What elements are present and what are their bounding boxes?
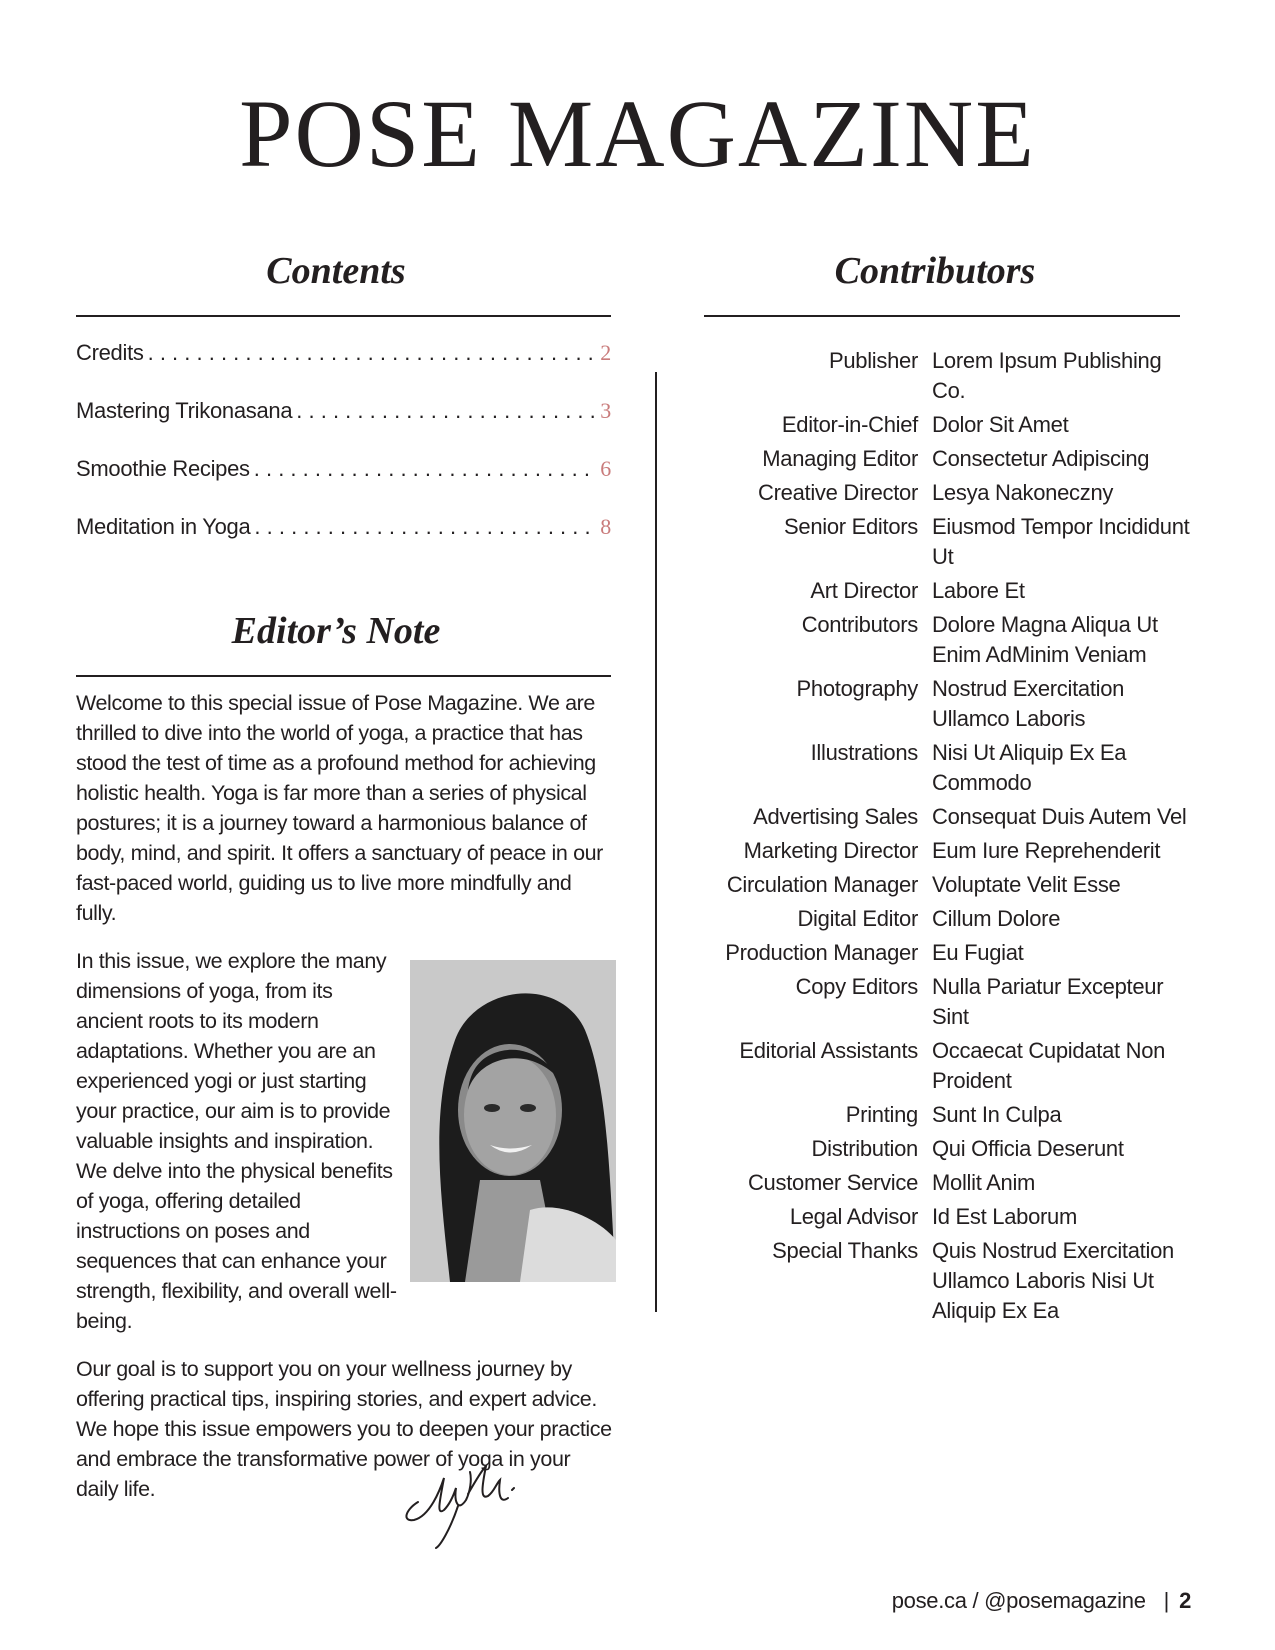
- editors-note-paragraph: Welcome to this special issue of Pose Magazine. We are thrilled to dive into the world of yoga, a practice that has stood the test of time as a profound method for achieving holistic health. Yoga is far more than a series of physical postures; it is a journey toward a harmonious balance of body, mind, and spirit. It offers a sanctuary of peace in our fast-paced world, guiding us to live more mindfully and fully.: [76, 691, 603, 925]
- contributor-role: Circulation Manager: [726, 872, 918, 897]
- contributor-name: Lorem Ipsum Publishing Co.: [932, 348, 1162, 403]
- contributor-row: [700, 738, 1200, 798]
- contributor-name: Qui Officia Deserunt: [932, 1136, 1124, 1161]
- contributor-name: Nostrud Exercitation Ullamco Laboris: [932, 676, 1125, 731]
- contributor-row: [700, 972, 1200, 1032]
- contributor-row: [700, 674, 1200, 734]
- contributor-row: [700, 1134, 1200, 1164]
- column-divider: [655, 372, 657, 1312]
- contributor-role: Special Thanks: [772, 1238, 918, 1263]
- contributor-name: Eum Iure Reprehenderit: [932, 838, 1161, 863]
- contributor-role: Editorial Assistants: [739, 1038, 918, 1063]
- toc-item-page: 2: [600, 340, 611, 365]
- editor-signature: [400, 1450, 530, 1550]
- contributor-name: Labore Et: [932, 578, 1025, 603]
- contributor-role: Distribution: [811, 1136, 918, 1161]
- contributor-name: Occaecat Cupidatat Non Proident: [932, 1038, 1166, 1093]
- contributor-row: [700, 802, 1200, 832]
- contributor-role: Editor-in-Chief: [781, 412, 918, 437]
- toc-item[interactable]: [76, 340, 611, 398]
- contributor-row: [700, 610, 1200, 670]
- editors-note-rule: [76, 675, 611, 677]
- contributor-row: [700, 1168, 1200, 1198]
- contributor-row: [700, 836, 1200, 866]
- contributor-role: Marketing Director: [743, 838, 918, 863]
- contributor-name: Mollit Anim: [932, 1170, 1036, 1195]
- toc-item[interactable]: [76, 398, 611, 456]
- contributor-row: [700, 512, 1200, 572]
- toc-item-label: Meditation in Yoga: [76, 514, 251, 539]
- contributor-name: Eu Fugiat: [932, 940, 1024, 965]
- toc-leader-dots: [148, 340, 597, 366]
- contributor-row: [700, 938, 1200, 968]
- toc-leader-dots: [254, 514, 596, 540]
- toc-item-page: 3: [600, 398, 611, 423]
- toc-leader-dots: [296, 398, 596, 424]
- contributor-row: [700, 478, 1200, 508]
- contributor-row: [700, 1100, 1200, 1130]
- contributor-name: Lesya Nakoneczny: [932, 480, 1114, 505]
- table-of-contents: [76, 340, 611, 572]
- contributor-role: Production Manager: [725, 940, 918, 965]
- contributor-role: Copy Editors: [795, 974, 918, 999]
- contributor-name: Nisi Ut Aliquip Ex Ea Commodo: [932, 740, 1127, 795]
- toc-item-label: Mastering Trikonasana: [76, 398, 293, 423]
- editors-note-heading: Editor’s Note: [231, 610, 441, 652]
- contributor-role: Illustrations: [810, 740, 918, 765]
- contributor-name: Voluptate Velit Esse: [932, 872, 1121, 897]
- contributor-role: Legal Advisor: [789, 1204, 918, 1229]
- contributor-row: [700, 1236, 1200, 1326]
- footer-site-handle[interactable]: pose.ca / @posemagazine: [891, 1588, 1146, 1613]
- contributor-role: Photography: [796, 676, 918, 701]
- editors-note-paragraph: Our goal is to support you on your wellness journey by offering practical tips, inspiring stories, and expert advice. We hope this issue empowers you to deepen your practice and embrace the transformative power of yoga in your daily life.: [76, 1357, 612, 1501]
- contributor-name: Quis Nostrud Exercitation Ullamco Laboris Nisi Ut Aliquip Ex Ea: [932, 1238, 1174, 1323]
- portrait-illustration: [410, 960, 616, 1282]
- editor-portrait-photo: [410, 960, 616, 1282]
- contributor-name: Cillum Dolore: [932, 906, 1061, 931]
- page-number: 2: [1179, 1588, 1191, 1613]
- contributor-name: Nulla Pariatur Excepteur Sint: [932, 974, 1164, 1029]
- contributor-role: Publisher: [828, 348, 918, 373]
- contributor-name: Sunt In Culpa: [932, 1102, 1062, 1127]
- contributor-role: Creative Director: [758, 480, 918, 505]
- contributor-row: [700, 1036, 1200, 1096]
- contributor-row: [700, 444, 1200, 474]
- contributors-list: [700, 346, 1200, 1330]
- contributor-role: Art Director: [810, 578, 918, 603]
- contributor-row: [700, 1202, 1200, 1232]
- contributor-name: Consectetur Adipiscing: [932, 446, 1150, 471]
- toc-item-page: 8: [600, 514, 611, 539]
- contributor-row: [700, 576, 1200, 606]
- contributors-heading: Contributors: [834, 250, 1036, 292]
- contributor-role: Advertising Sales: [753, 804, 918, 829]
- contributor-row: [700, 410, 1200, 440]
- contributor-name: Dolore Magna Aliqua Ut Enim AdMinim Veniam: [932, 612, 1158, 667]
- toc-item[interactable]: [76, 456, 611, 514]
- toc-item-label: Smoothie Recipes: [76, 456, 250, 481]
- contributors-rule: [704, 315, 1180, 317]
- contributor-role: Printing: [845, 1102, 918, 1127]
- contents-heading: Contents: [266, 250, 406, 292]
- contributor-row: [700, 870, 1200, 900]
- contributor-row: [700, 346, 1200, 406]
- editors-note-body: [76, 688, 616, 1522]
- contributor-role: Digital Editor: [797, 906, 918, 931]
- toc-leader-dots: [254, 456, 597, 482]
- toc-item-page: 6: [600, 456, 611, 481]
- masthead-title: POSE MAGAZINE: [239, 80, 1036, 187]
- contributor-role: Managing Editor: [762, 446, 918, 471]
- contributor-role: Contributors: [801, 612, 918, 637]
- contributor-role: Customer Service: [747, 1170, 918, 1195]
- toc-item-label: Credits: [76, 340, 144, 365]
- editors-note-paragraph: In this issue, we explore the many dimensions of yoga, from its ancient roots to its modern adaptations. Whether you are an experienced yogi or just starting your practice, our aim is to provide valuable insights and inspiration. We delve into the physical benefits of yoga, offering detailed instructions on poses and sequences that can enhance your strength, flexibility, and overall well-being.: [76, 949, 397, 1333]
- toc-item[interactable]: [76, 514, 611, 572]
- contributor-row: [700, 904, 1200, 934]
- contents-rule: [76, 315, 611, 317]
- footer-divider: |: [1163, 1588, 1170, 1613]
- contributor-name: Id Est Laborum: [932, 1204, 1077, 1229]
- contributor-name: Eiusmod Tempor Incididunt Ut: [932, 514, 1190, 569]
- contributor-role: Senior Editors: [784, 514, 918, 539]
- contributor-name: Consequat Duis Autem Vel: [932, 804, 1187, 829]
- contributor-name: Dolor Sit Amet: [932, 412, 1069, 437]
- page-footer: [892, 1588, 1191, 1614]
